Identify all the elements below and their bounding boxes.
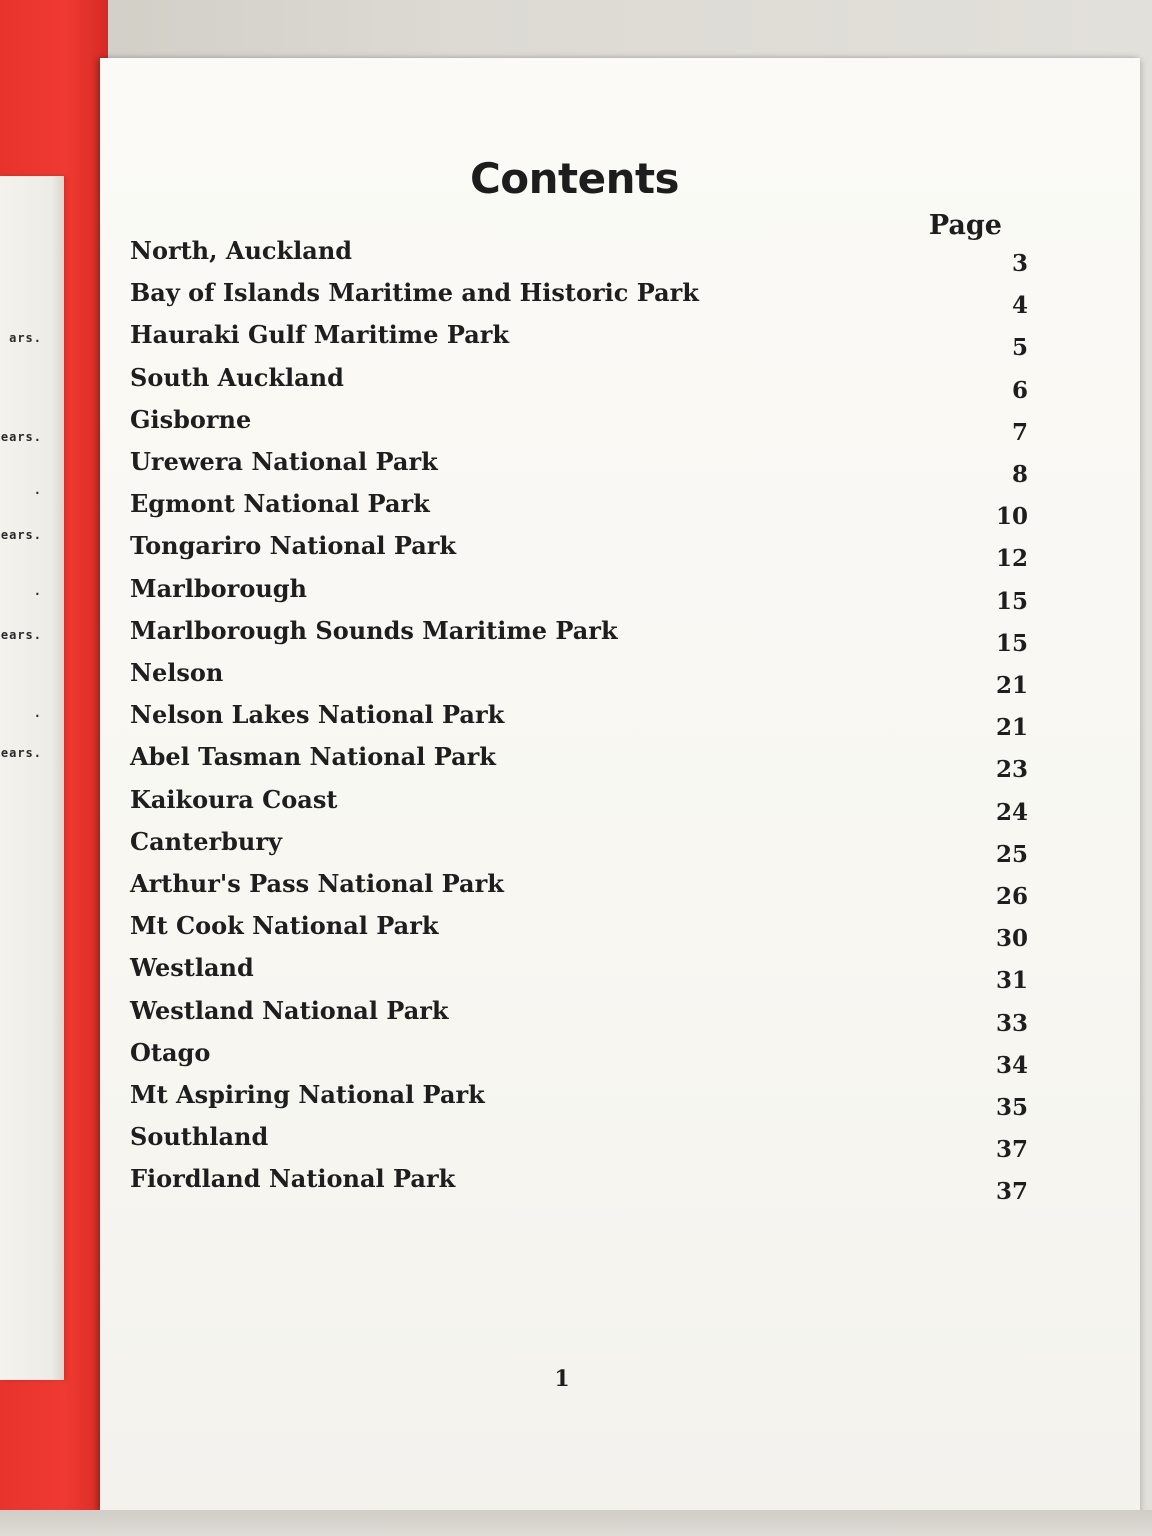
entry-page-number: 21 bbox=[995, 672, 1028, 699]
entry-title: Otago bbox=[130, 1038, 211, 1067]
left-page-edge bbox=[0, 176, 64, 1380]
contents-entry bbox=[130, 363, 1028, 404]
entry-title: Arthur's Pass National Park bbox=[130, 869, 504, 898]
entry-title: Abel Tasman National Park bbox=[130, 742, 496, 771]
entry-page-number: 5 bbox=[1011, 334, 1028, 361]
entry-title: Mt Aspiring National Park bbox=[130, 1080, 485, 1109]
contents-entry bbox=[130, 1122, 1028, 1163]
entry-page-number: 24 bbox=[995, 799, 1028, 826]
left-page-fragment: . bbox=[33, 483, 42, 497]
left-page-fragment: ars. bbox=[9, 331, 42, 345]
contents-entry bbox=[130, 827, 1028, 868]
contents-entry bbox=[130, 911, 1028, 952]
entry-page-number: 23 bbox=[995, 756, 1028, 783]
entry-title: Westland National Park bbox=[130, 996, 449, 1025]
contents-entry bbox=[130, 1164, 1028, 1205]
entry-title: Fiordland National Park bbox=[130, 1164, 456, 1193]
contents-entry bbox=[130, 320, 1028, 361]
entry-page-number: 3 bbox=[1011, 250, 1028, 277]
entry-page-number: 37 bbox=[995, 1136, 1028, 1163]
contents-entry bbox=[130, 742, 1028, 783]
page-title: Contents bbox=[469, 154, 680, 203]
entry-title: Hauraki Gulf Maritime Park bbox=[130, 320, 510, 349]
contents-entry bbox=[130, 869, 1028, 910]
entry-title: Urewera National Park bbox=[130, 447, 438, 476]
entry-title: Canterbury bbox=[130, 827, 282, 856]
left-page-fragment: . bbox=[33, 584, 42, 598]
entry-page-number: 37 bbox=[995, 1178, 1028, 1205]
contents-entry bbox=[130, 785, 1028, 826]
entry-title: Marlborough bbox=[130, 574, 307, 603]
entry-page-number: 10 bbox=[995, 503, 1028, 530]
entry-page-number: 34 bbox=[995, 1052, 1028, 1079]
entry-page-number: 30 bbox=[995, 925, 1028, 952]
contents-list bbox=[100, 58, 1140, 1513]
contents-entry bbox=[130, 1080, 1028, 1121]
entry-title: Gisborne bbox=[130, 405, 252, 434]
entry-page-number: 35 bbox=[995, 1094, 1028, 1121]
left-page-fragment: ears. bbox=[0, 430, 42, 444]
entry-title: Bay of Islands Maritime and Historic Park bbox=[130, 278, 699, 307]
contents-entry bbox=[130, 236, 1028, 277]
entry-title: North, Auckland bbox=[130, 236, 353, 265]
entry-title: Marlborough Sounds Maritime Park bbox=[130, 616, 618, 645]
entry-page-number: 15 bbox=[995, 588, 1028, 615]
entry-page-number: 33 bbox=[995, 1010, 1028, 1037]
page-column-heading: Page bbox=[928, 210, 1002, 241]
contents-entry bbox=[130, 700, 1028, 741]
entry-page-number: 8 bbox=[1011, 461, 1028, 488]
entry-page-number: 26 bbox=[995, 883, 1028, 910]
entry-page-number: 7 bbox=[1011, 419, 1028, 446]
entry-title: Nelson bbox=[130, 658, 224, 687]
contents-entry bbox=[130, 531, 1028, 572]
contents-entry bbox=[130, 447, 1028, 488]
entry-page-number: 31 bbox=[995, 967, 1028, 994]
entry-page-number: 12 bbox=[995, 545, 1028, 572]
contents-entry bbox=[130, 953, 1028, 994]
left-page-fragment: ears. bbox=[0, 628, 42, 642]
entry-title: South Auckland bbox=[130, 363, 344, 392]
entry-page-number: 6 bbox=[1011, 377, 1028, 404]
left-page-fragment: . bbox=[33, 706, 42, 720]
entry-page-number: 21 bbox=[995, 714, 1028, 741]
contents-entry bbox=[130, 405, 1028, 446]
contents-entry bbox=[130, 278, 1028, 319]
entry-page-number: 4 bbox=[1011, 292, 1028, 319]
contents-entry bbox=[130, 574, 1028, 615]
contents-entry bbox=[130, 489, 1028, 530]
entry-title: Nelson Lakes National Park bbox=[130, 700, 505, 729]
table-surface bbox=[0, 1510, 1152, 1536]
entry-title: Southland bbox=[130, 1122, 269, 1151]
entry-title: Kaikoura Coast bbox=[130, 785, 338, 814]
left-page-fragment: ears. bbox=[0, 528, 42, 542]
page-number: 1 bbox=[554, 1366, 570, 1392]
entry-title: Westland bbox=[130, 953, 254, 982]
left-page-fragment: ears. bbox=[0, 746, 42, 760]
contents-page bbox=[100, 58, 1140, 1513]
entry-page-number: 15 bbox=[995, 630, 1028, 657]
contents-entry bbox=[130, 658, 1028, 699]
entry-page-number: 25 bbox=[995, 841, 1028, 868]
entry-title: Egmont National Park bbox=[130, 489, 430, 518]
contents-entry bbox=[130, 616, 1028, 657]
entry-title: Mt Cook National Park bbox=[130, 911, 439, 940]
contents-entry bbox=[130, 996, 1028, 1037]
contents-entry bbox=[130, 1038, 1028, 1079]
entry-title: Tongariro National Park bbox=[130, 531, 457, 560]
